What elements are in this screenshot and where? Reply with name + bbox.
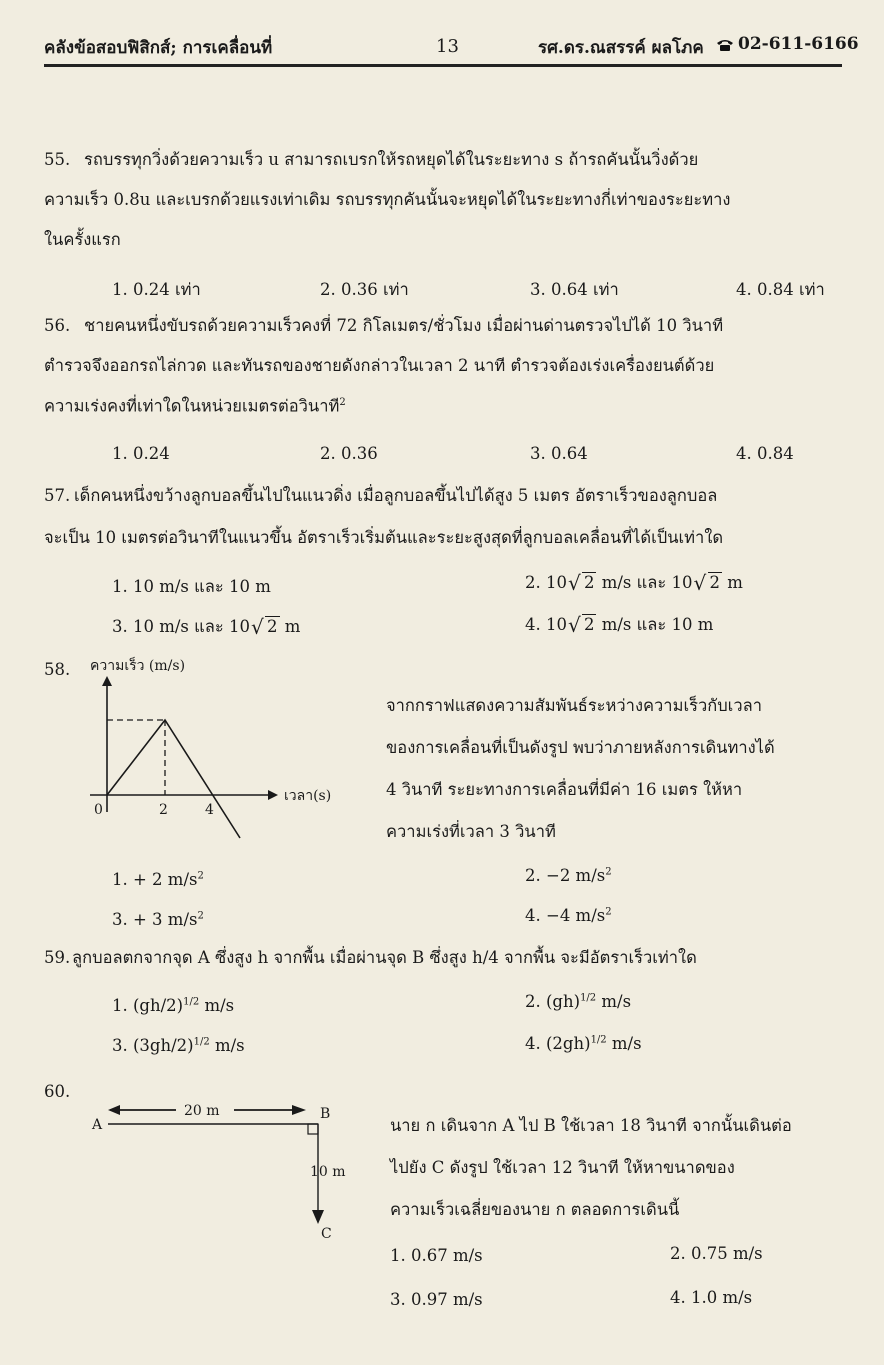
diagram-c-arrowhead bbox=[312, 1210, 324, 1224]
q57-line1: เด็กคนหนึ่งขว้างลูกบอลขึ้นไปในแนวดิ่ง เมื่อลูกบอลขึ้นไปได้สูง 5 เมตร อัตราเร็วของลูกบอล bbox=[74, 486, 718, 505]
q58-line3: 4 วินาที ระยะทางการเคลื่อนที่มีค่า 16 เมตร ให้หา bbox=[386, 780, 743, 799]
graph-tick-4: 4 bbox=[205, 802, 214, 818]
q57-number: 57. bbox=[44, 486, 71, 505]
q56-option-1: 1. 0.24 bbox=[112, 444, 170, 463]
diagram-label-a: A bbox=[92, 1117, 103, 1133]
graph-y-axis-label: ความเร็ว (m/s) bbox=[90, 658, 186, 674]
q56-number: 56. bbox=[44, 316, 71, 335]
q55-line1: รถบรรทุกวิ่งด้วยความเร็ว u สามารถเบรกให้รถหยุดได้ในระยะทาง s ถ้ารถคันนั้นวิ่งด้วย bbox=[84, 150, 699, 169]
q60-option-1: 1. 0.67 m/s bbox=[390, 1246, 483, 1265]
q58-line1: จากกราฟแสดงความสัมพันธ์ระหว่างความเร็วกับเวลา bbox=[386, 696, 762, 715]
q55-option-3: 3. 0.64 เท่า bbox=[530, 280, 619, 299]
diagram-label-c: C bbox=[321, 1226, 332, 1242]
q60-option-2: 2. 0.75 m/s bbox=[670, 1244, 763, 1263]
q59-option-2: 2. (gh)$^{1/2}$ m/s bbox=[525, 992, 632, 1011]
graph-tick-2: 2 bbox=[159, 802, 168, 818]
q59-option-4: 4. $(2gh)^{1/2}$ m/s bbox=[525, 1034, 642, 1053]
q59-option-3: 3. $(3gh/2)^{1/2}$ m/s bbox=[112, 1036, 245, 1055]
q58-number: 58. bbox=[44, 660, 71, 679]
q56-line1: ชายคนหนึ่งขับรถด้วยความเร็วคงที่ 72 กิโลเมตร/ชั่วโมง เมื่อผ่านด่านตรวจไปได้ 10 วินาที bbox=[84, 316, 724, 335]
graph-x-axis-label: เวลา(s) bbox=[284, 788, 332, 804]
page-number: 13 bbox=[436, 36, 459, 57]
path-diagram bbox=[88, 1096, 368, 1246]
diagram-label-b: B bbox=[320, 1106, 331, 1122]
diagram-dim-ab-arrow-left bbox=[108, 1105, 120, 1115]
phone-icon bbox=[716, 38, 734, 52]
q60-option-4: 4. 1.0 m/s bbox=[670, 1288, 753, 1307]
q60-line2: ไปยัง C ดังรูป ใช้เวลา 12 วินาที ให้หาขนาดของ bbox=[390, 1158, 735, 1177]
q60-option-3: 3. 0.97 m/s bbox=[390, 1290, 483, 1309]
header-phone: 02-611-6166 bbox=[738, 34, 859, 54]
q56-option-4: 4. 0.84 bbox=[736, 444, 794, 463]
q58-option-2: 2. −2 $m/s^2$ bbox=[525, 866, 612, 885]
q56-line2: ตำรวจจึงออกรถไล่กวด และทันรถของชายดังกล่าวในเวลา 2 นาที ตำรวจต้องเร่งเครื่องยนต์ด้วย bbox=[44, 356, 715, 375]
q56-option-2: 2. 0.36 bbox=[320, 444, 378, 463]
header-section-title: คลังข้อสอบฟิสิกส์; การเคลื่อนที่ bbox=[44, 38, 273, 58]
q57-option-4: 4. 10√ 2 m/s และ 10 m bbox=[525, 612, 713, 638]
graph-x-axis-arrow bbox=[268, 790, 278, 800]
q58-option-3: 3. + 3 $m/s^2$ bbox=[112, 910, 204, 929]
q55-option-2: 2. 0.36 เท่า bbox=[320, 280, 409, 299]
q60-line3: ความเร็วเฉลี่ยของนาย ก ตลอดการเดินนี้ bbox=[390, 1200, 680, 1219]
q59-option-1: 1. $(gh/2)^{1/2}$ m/s bbox=[112, 996, 235, 1015]
q56-option-3: 3. 0.64 bbox=[530, 444, 588, 463]
diagram-dim-ab-arrow-right bbox=[292, 1105, 306, 1115]
q58-line4: ความเร่งที่เวลา 3 วินาที bbox=[386, 822, 556, 841]
graph-tick-0: 0 bbox=[94, 802, 103, 818]
graph-velocity-line bbox=[107, 720, 240, 838]
q60-number: 60. bbox=[44, 1082, 71, 1101]
header-author: รศ.ดร.ณสรรค์ ผลโภค bbox=[538, 38, 704, 58]
q60-line1: นาย ก เดินจาก A ไป B ใช้เวลา 18 วินาที จากนั้นเดินต่อ bbox=[390, 1116, 792, 1135]
q55-number: 55. bbox=[44, 150, 71, 169]
q56-line3: ความเร่งคงที่เท่าใดในหน่วยเมตรต่อวินาที$^2$ bbox=[44, 396, 346, 416]
q59-line1: ลูกบอลตกจากจุด A ซึ่งสูง h จากพื้น เมื่อผ่านจุด B ซึ่งสูง h/4 จากพื้น จะมีอัตราเร็วเท่าใด bbox=[72, 948, 697, 967]
q58-option-1: 1. + 2 $m/s^2$ bbox=[112, 870, 204, 889]
diagram-dim-ab-label: 20 m bbox=[184, 1103, 220, 1119]
q55-option-4: 4. 0.84 เท่า bbox=[736, 280, 825, 299]
diagram-right-angle bbox=[308, 1124, 318, 1134]
q57-line2: จะเป็น 10 เมตรต่อวินาทีในแนวขึ้น อัตราเร็วเริ่มต้นและระยะสูงสุดที่ลูกบอลเคลื่อนที่ได้เป็นเท่าใด bbox=[44, 528, 724, 547]
q57-option-3: 3. 10 m/s และ 10√ 2 m bbox=[112, 614, 300, 640]
graph-y-axis-arrow bbox=[102, 676, 112, 686]
header-rule bbox=[44, 64, 842, 67]
velocity-time-graph bbox=[80, 652, 380, 842]
q58-option-4: 4. −4 $m/s^2$ bbox=[525, 906, 612, 925]
q55-option-1: 1. 0.24 เท่า bbox=[112, 280, 201, 299]
q55-line3: ในครั้งแรก bbox=[44, 230, 121, 249]
q58-line2: ของการเคลื่อนที่เป็นดังรูป พบว่าภายหลังการเดินทางได้ bbox=[386, 738, 775, 757]
q59-number: 59. bbox=[44, 948, 71, 967]
q57-option-1: 1. 10 m/s และ 10 m bbox=[112, 577, 271, 596]
diagram-dim-bc-label: 10 m bbox=[310, 1164, 346, 1180]
q55-line2: ความเร็ว 0.8u และเบรกด้วยแรงเท่าเดิม รถบรรทุกคันนั้นจะหยุดได้ในระยะทางกี่เท่าของระยะทาง bbox=[44, 190, 731, 209]
q57-option-2: 2. 10√ 2 m/s และ 10√ 2 m bbox=[525, 570, 743, 596]
